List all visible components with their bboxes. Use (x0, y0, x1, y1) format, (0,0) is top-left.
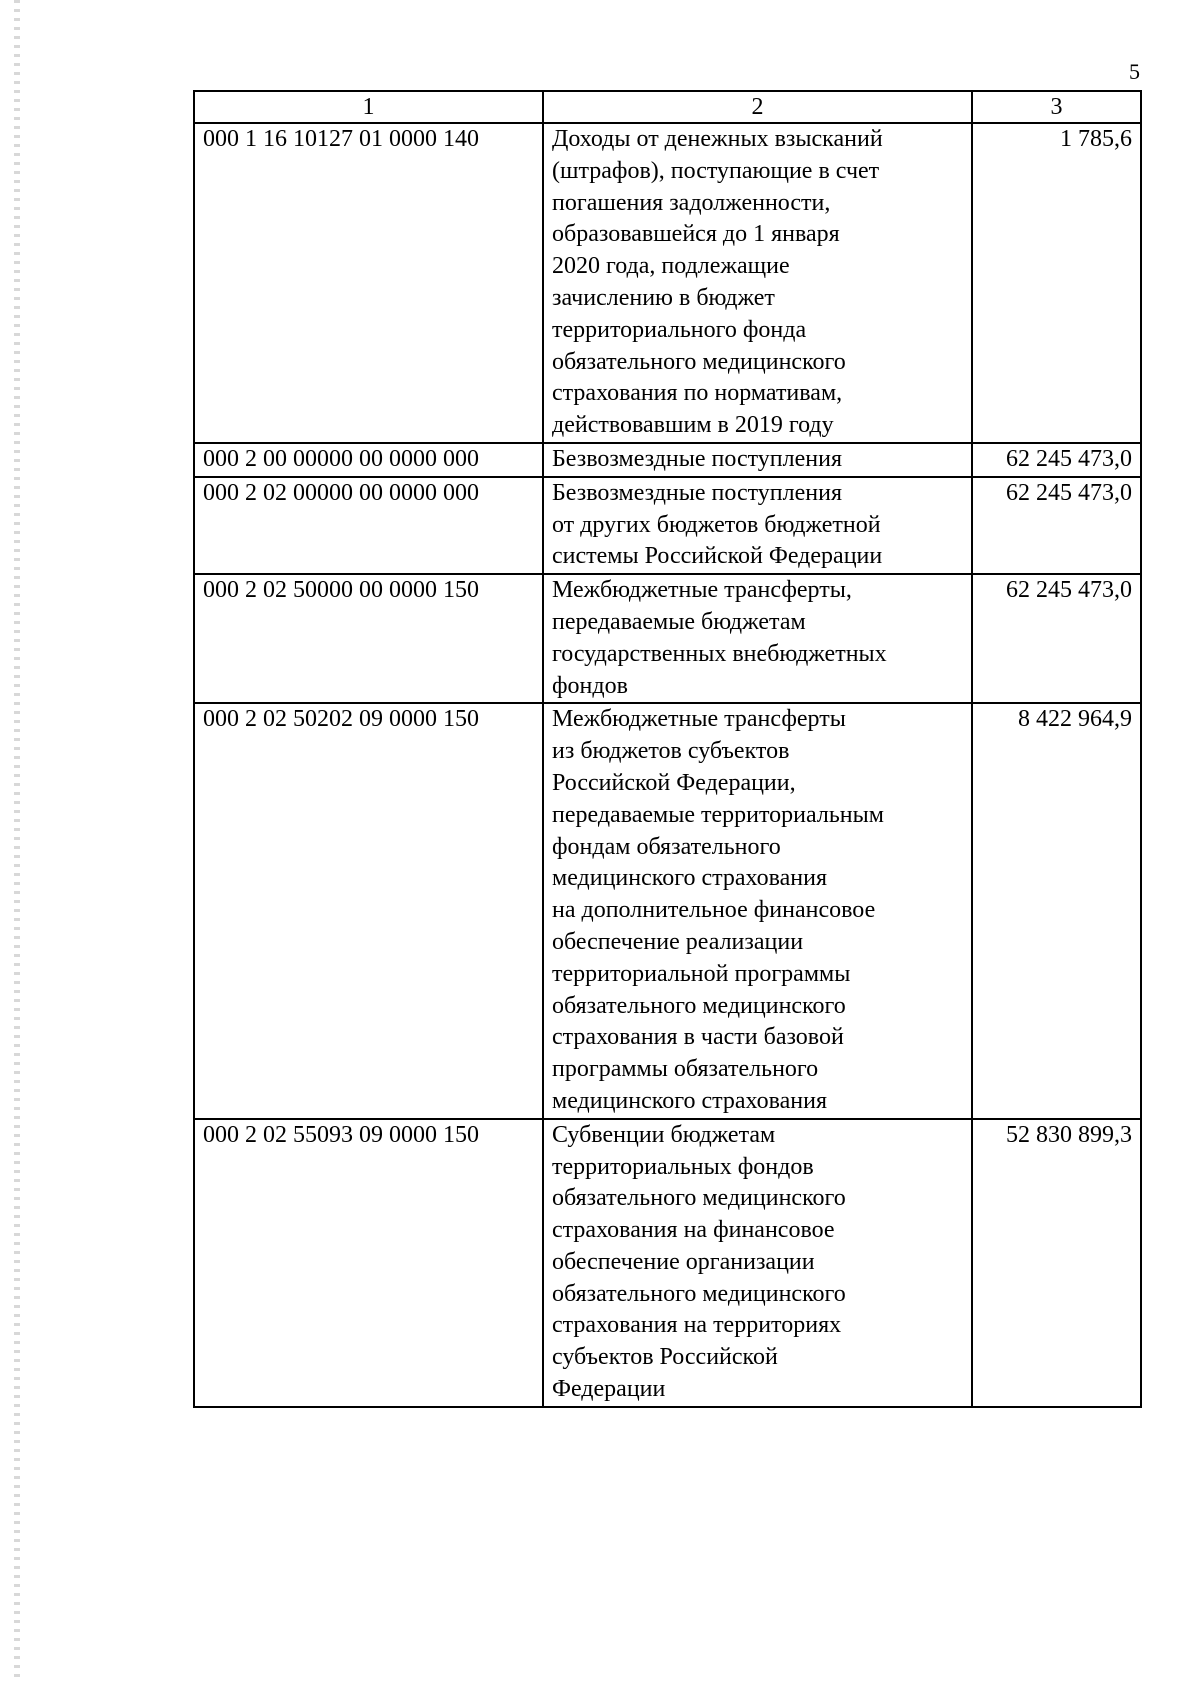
amount-cell: 62 245 473,0 (972, 574, 1141, 703)
description-cell: Субвенции бюджетам территориальных фондов обязательного медицинского страхования на финансовое обеспечение организации обязательного медицинского страхования на территориях субъектов Российской Федерации (543, 1119, 972, 1407)
description-cell: Безвозмездные поступления (543, 443, 972, 477)
description-cell: Межбюджетные трансферты, передаваемые бюджетам государственных внебюджетных фондов (543, 574, 972, 703)
table-row (194, 477, 1141, 574)
description-cell: Межбюджетные трансферты из бюджетов субъектов Российской Федерации, передаваемые территориальным фондам обязательного медицинского страхования на дополнительное финансовое обеспечение реализации территориальной программы обязательного медицинского страхования в части базовой программы обязательного медицинского страхования (543, 703, 972, 1118)
amount-cell: 62 245 473,0 (972, 443, 1141, 477)
budget-code-cell: 000 2 02 55093 09 0000 150 (194, 1119, 543, 1407)
budget-code-cell: 000 2 02 00000 00 0000 000 (194, 477, 543, 574)
table-row (194, 1119, 1141, 1407)
description-cell: Доходы от денежных взысканий (штрафов), поступающие в счет погашения задолженности, образовавшейся до 1 января 2020 года, подлежащие зачислению в бюджет территориального фонда обязательного медицинского страхования по нормативам, действовавшим в 2019 году (543, 123, 972, 443)
budget-code-cell: 000 2 00 00000 00 0000 000 (194, 443, 543, 477)
page-number: 5 (1129, 59, 1140, 84)
column-header-code: 1 (194, 91, 543, 123)
amount-cell: 62 245 473,0 (972, 477, 1141, 574)
amount-cell: 52 830 899,3 (972, 1119, 1141, 1407)
budget-code-cell: 000 2 02 50000 00 0000 150 (194, 574, 543, 703)
table-header-row (194, 91, 1141, 123)
amount-cell: 8 422 964,9 (972, 703, 1141, 1118)
column-header-description: 2 (543, 91, 972, 123)
table-row (194, 123, 1141, 443)
table-row (194, 574, 1141, 703)
amount-cell: 1 785,6 (972, 123, 1141, 443)
budget-revenue-table (193, 90, 1142, 1408)
budget-code-cell: 000 1 16 10127 01 0000 140 (194, 123, 543, 443)
column-header-amount: 3 (972, 91, 1141, 123)
scan-binding-edge (14, 0, 20, 1682)
description-cell: Безвозмездные поступления от других бюджетов бюджетной системы Российской Федерации (543, 477, 972, 574)
table-row (194, 703, 1141, 1118)
budget-code-cell: 000 2 02 50202 09 0000 150 (194, 703, 543, 1118)
table-row (194, 443, 1141, 477)
